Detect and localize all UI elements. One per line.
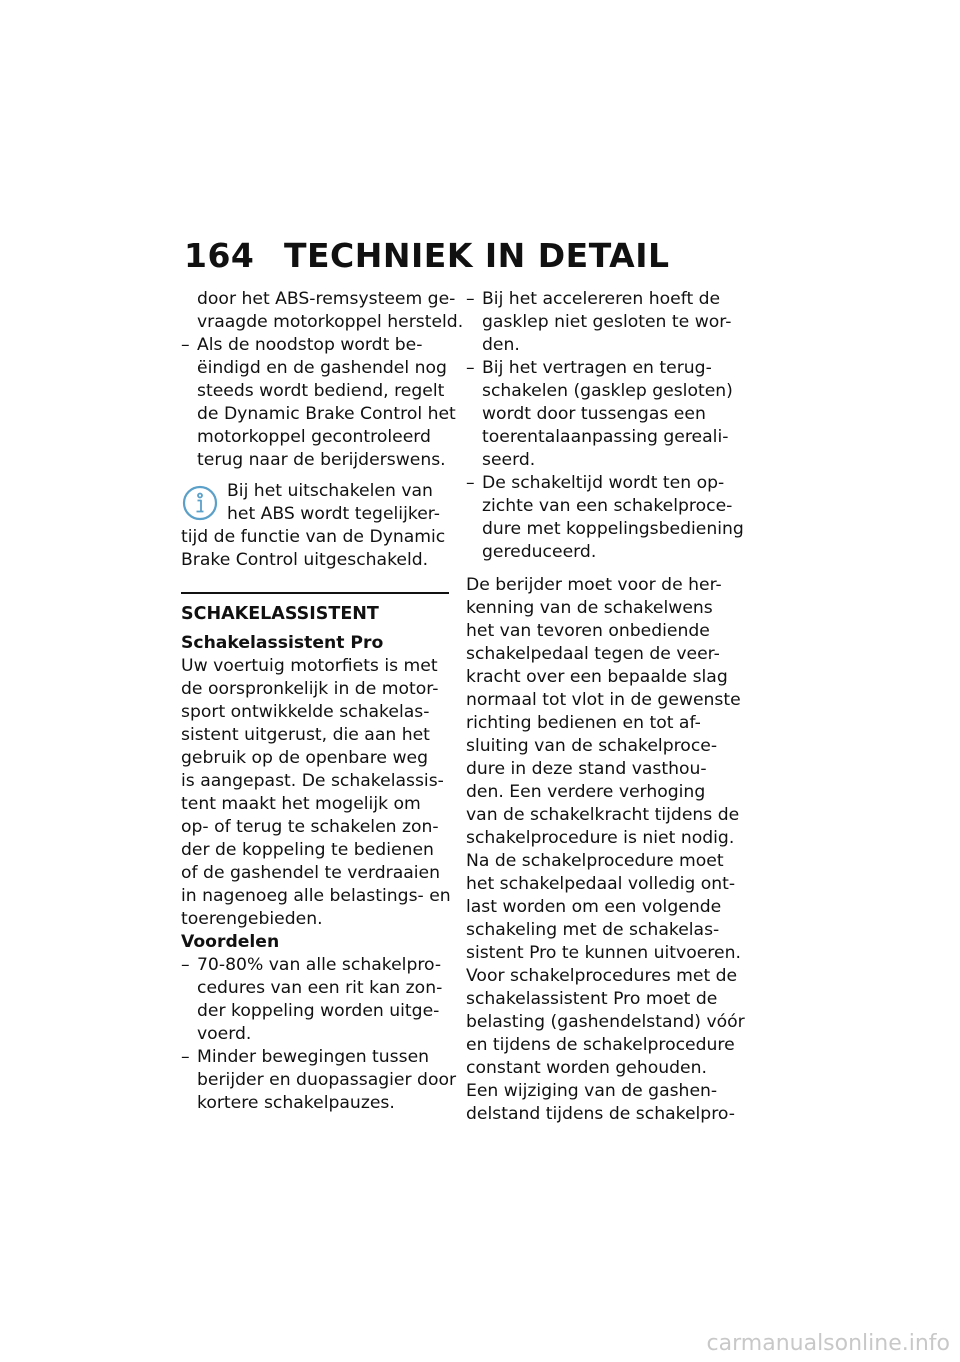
- continued-list-item: [181, 288, 464, 334]
- body-paragraph: [181, 655, 449, 931]
- text-line: Minder bewegingen tussen: [197, 1047, 430, 1067]
- text-line: kenning van de schakelwens: [466, 598, 713, 618]
- text-line: tijd de functie van de Dynamic: [181, 527, 446, 547]
- text-line: toerengebieden.: [181, 909, 323, 929]
- text-line: en tijdens de schakelprocedure: [466, 1035, 735, 1055]
- text-line: is aangepast. De schakelassis-: [181, 771, 444, 791]
- list-item: [181, 1046, 457, 1115]
- text-line: richting bedienen en tot af-: [466, 713, 701, 733]
- text-line: Bij het vertragen en terug-: [482, 358, 712, 378]
- text-line: cedures van een rit kan zon-: [197, 978, 443, 998]
- text-line: sluiting van de schakelproce-: [466, 736, 718, 756]
- text-line: Voor schakelprocedures met de: [466, 966, 738, 986]
- text-line: de oorspronkelijk in de motor-: [181, 679, 439, 699]
- subsection-title: Schakelassistent Pro: [181, 633, 384, 653]
- list-item: [181, 954, 449, 1046]
- page-number: 164: [184, 236, 255, 275]
- text-line: de Dynamic Brake Control het: [197, 404, 456, 424]
- dash-bullet: –: [466, 473, 475, 493]
- text-line: last worden om een volgende: [466, 897, 722, 917]
- text-line: gasklep niet gesloten te wor-: [482, 312, 732, 332]
- text-line: terug naar de berijderswens.: [197, 450, 446, 470]
- body-paragraph: [466, 574, 745, 1126]
- text-line: Brake Control uitgeschakeld.: [181, 550, 429, 570]
- text-line: berijder en duopassagier door: [197, 1070, 457, 1090]
- text-line: schakelen (gasklep gesloten): [482, 381, 733, 401]
- text-line: gereduceerd.: [482, 542, 597, 562]
- text-line: tent maakt het mogelijk om: [181, 794, 421, 814]
- dash-bullet: –: [181, 1047, 190, 1067]
- text-line: De schakeltijd wordt ten op-: [482, 473, 725, 493]
- text-line: schakeling met de schakelas-: [466, 920, 720, 940]
- text-line: normaal tot vlot in de gewenste: [466, 690, 741, 710]
- text-line: motorkoppel gecontroleerd: [197, 427, 431, 447]
- text-line: gebruik op de openbare weg: [181, 748, 428, 768]
- text-line: het ABS wordt tegelijker-: [227, 504, 440, 524]
- text-line: schakelpedaal tegen de veer-: [466, 644, 720, 664]
- dash-bullet: –: [466, 358, 475, 378]
- right-column: [466, 288, 745, 1126]
- text-line: seerd.: [482, 450, 536, 470]
- text-line: kortere schakelpauzes.: [197, 1093, 395, 1113]
- text-line: in nagenoeg alle belastings- en: [181, 886, 451, 906]
- list-item: [466, 288, 741, 357]
- text-line: schakelassistent Pro moet de: [466, 989, 718, 1009]
- text-line: zichte van een schakelproce-: [482, 496, 733, 516]
- text-line: door het ABS-remsysteem ge-: [197, 289, 456, 309]
- section-title: SCHAKELASSISTENT: [181, 604, 379, 624]
- advantages-title: Voordelen: [181, 932, 280, 952]
- watermark-link[interactable]: carmanualsonline.info: [706, 1331, 950, 1356]
- text-line: toerentalaanpassing gereali-: [482, 427, 729, 447]
- text-line: of de gashendel te verdraaien: [181, 863, 441, 883]
- text-line: Bij het uitschakelen van: [227, 481, 433, 501]
- info-icon: [181, 484, 219, 522]
- text-line: op- of terug te schakelen zon-: [181, 817, 439, 837]
- list-item: [466, 472, 744, 564]
- text-line: kracht over een bepaalde slag: [466, 667, 728, 687]
- text-line: van de schakelkracht tijdens de: [466, 805, 740, 825]
- text-line: De berijder moet voor de her-: [466, 575, 722, 595]
- text-line: dure in deze stand vasthou-: [466, 759, 707, 779]
- page-header: [184, 236, 670, 276]
- text-line: der koppeling worden uitge-: [197, 1001, 440, 1021]
- text-line: sport ontwikkelde schakelas-: [181, 702, 430, 722]
- text-line: delstand tijdens de schakelpro-: [466, 1104, 735, 1124]
- text-line: het van tevoren onbediende: [466, 621, 710, 641]
- text-line: der de koppeling te bedienen: [181, 840, 434, 860]
- list-item: [181, 334, 456, 472]
- text-line: den. Een verdere verhoging: [466, 782, 706, 802]
- text-line: vraagde motorkoppel hersteld.: [197, 312, 464, 332]
- text-line: schakelprocedure is niet nodig.: [466, 828, 735, 848]
- text-line: den.: [482, 335, 520, 355]
- text-line: wordt door tussengas een: [482, 404, 706, 424]
- text-line: constant worden gehouden.: [466, 1058, 707, 1078]
- text-line: 70-80% van alle schakelpro-: [197, 955, 442, 975]
- text-line: steeds wordt bediend, regelt: [197, 381, 445, 401]
- text-line: sistent Pro te kunnen uitvoeren.: [466, 943, 741, 963]
- text-line: Uw voertuig motorfiets is met: [181, 656, 438, 676]
- chapter-title: TECHNIEK IN DETAIL: [284, 236, 670, 275]
- text-line: Na de schakelprocedure moet: [466, 851, 724, 871]
- section-divider: [181, 592, 449, 594]
- list-item: [466, 357, 741, 472]
- text-line: belasting (gashendelstand) vóór: [466, 1012, 745, 1032]
- text-line: Bij het accelereren hoeft de: [482, 289, 721, 309]
- left-column: [181, 288, 464, 1115]
- text-line: ëindigd en de gashendel nog: [197, 358, 447, 378]
- text-line: sistent uitgerust, die aan het: [181, 725, 430, 745]
- dash-bullet: –: [181, 955, 190, 975]
- text-line: Als de noodstop wordt be-: [197, 335, 423, 355]
- dash-bullet: –: [466, 289, 475, 309]
- spacer: [466, 564, 741, 574]
- text-line: dure met koppelingsbediening: [482, 519, 744, 539]
- info-note: [181, 480, 449, 572]
- text-line: Een wijziging van de gashen-: [466, 1081, 718, 1101]
- text-line: het schakelpedaal volledig ont-: [466, 874, 736, 894]
- dash-bullet: –: [181, 335, 190, 355]
- text-line: voerd.: [197, 1024, 252, 1044]
